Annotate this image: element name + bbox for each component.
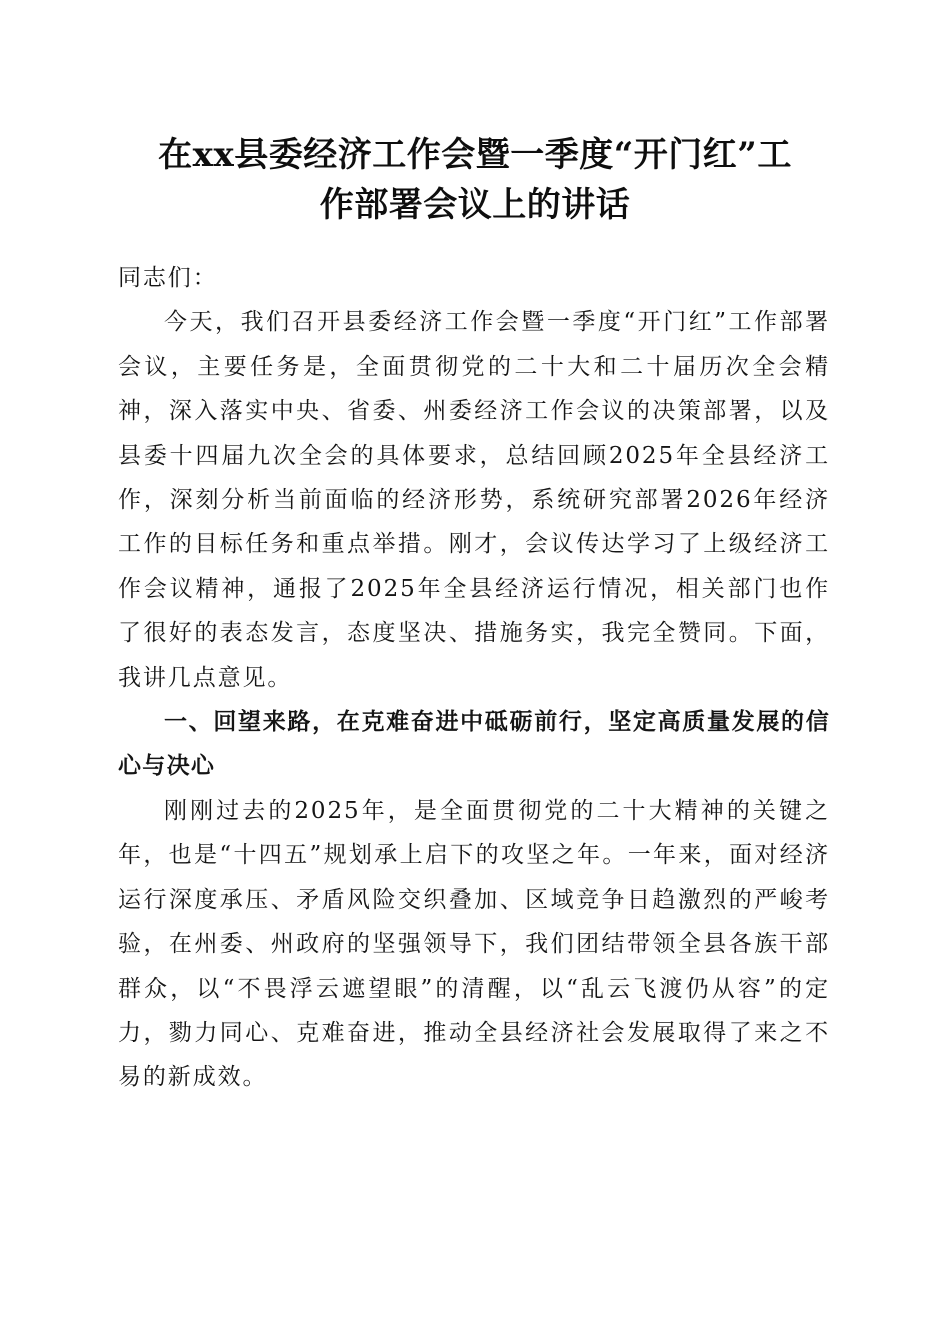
document-title — [100, 130, 850, 230]
paragraph-review: 刚刚过去的2025年，是全面贯彻党的二十大精神的关键之年，也是“十四五”规划承上启下的攻坚之年。一年来，面对经济运行深度承压、矛盾风险交织叠加、区域竞争日趋激烈的严峻考验，在州委、州政府的坚强领导下，我们团结带领全县各族干部群众，以“不畏浮云遮望眼”的清醒，以“乱云飞渡仍从容”的定力，勠力同心、克难奋进，推动全县经济社会发展取得了来之不易的新成效。 — [118, 797, 830, 1091]
title-line-1: 在xx县委经济工作会暨一季度“开门红”工 — [158, 135, 792, 175]
salutation: 同志们： — [118, 265, 218, 291]
section-heading-1: 一、回望来路，在克难奋进中砥砺前行，坚定高质量发展的信心与决心 — [118, 709, 830, 780]
paragraph-opening: 今天，我们召开县委经济工作会暨一季度“开门红”工作部署会议，主要任务是，全面贯彻党的二十大和二十届历次全会精神，深入落实中央、省委、州委经济工作会议的决策部署，以及县委十四届九次全会的具体要求，总结回顾2025年全县经济工作，深刻分析当前面临的经济形势，系统研究部署2026年经济工作的目标任务和重点举措。刚才，会议传达学习了上级经济工作会议精神，通报了2025年全县经济运行情况，相关部门也作了很好的表态发言，态度坚决、措施务实，我完全赞同。下面，我讲几点意见。 — [118, 309, 830, 691]
title-line-2: 作部署会议上的讲话 — [319, 185, 631, 225]
document-body — [118, 256, 830, 1100]
